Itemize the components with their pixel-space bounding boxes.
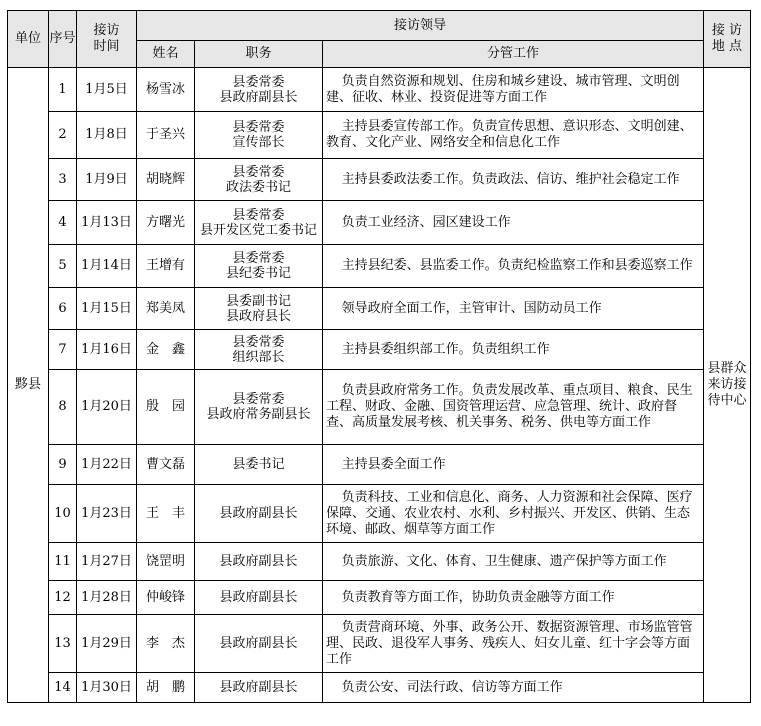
position-line1: 县政府副县长 bbox=[219, 506, 298, 521]
table-body bbox=[8, 68, 751, 703]
seq-cell: 10 bbox=[49, 485, 77, 543]
date-cell: 1月27日 bbox=[77, 543, 137, 581]
date-cell: 1月13日 bbox=[77, 201, 137, 245]
date-cell: 1月14日 bbox=[77, 245, 137, 288]
table-row bbox=[8, 543, 751, 581]
name-cell: 金 鑫 bbox=[137, 330, 195, 370]
name-cell: 胡晓辉 bbox=[137, 159, 195, 201]
position-line1: 县委书记 bbox=[232, 457, 285, 472]
header-unit: 单位 bbox=[8, 11, 49, 68]
table-row bbox=[8, 245, 751, 288]
seq-cell: 13 bbox=[49, 615, 77, 673]
reception-schedule-table bbox=[7, 10, 751, 703]
seq-cell: 1 bbox=[49, 68, 77, 112]
duty-cell: 负责自然资源和规划、住房和城乡建设、城市管理、文明创建、征收、林业、投资促进等方面工作 bbox=[323, 68, 704, 112]
date-cell: 1月22日 bbox=[77, 445, 137, 485]
position-line1: 县政府副县长 bbox=[219, 636, 298, 651]
position-cell bbox=[195, 288, 323, 330]
name-cell: 方曙光 bbox=[137, 201, 195, 245]
seq-cell: 6 bbox=[49, 288, 77, 330]
name-cell: 王增有 bbox=[137, 245, 195, 288]
header-date bbox=[77, 11, 137, 68]
position-cell bbox=[195, 159, 323, 201]
duty-cell: 负责旅游、文化、体育、卫生健康、遗产保护等方面工作 bbox=[323, 543, 704, 581]
name-cell: 王 丰 bbox=[137, 485, 195, 543]
position-line2: 县政府常务副县长 bbox=[206, 407, 311, 422]
position-line2: 县政府副县长 bbox=[219, 89, 298, 105]
duty-cell: 负责科技、工业和信息化、商务、人力资源和社会保障、医疗保障、交通、农业农村、水利、乡村振兴、开发区、供销、生态环境、邮政、烟草等方面工作 bbox=[323, 485, 704, 543]
position-line2: 组织部长 bbox=[232, 349, 285, 365]
duty-cell: 主持县委宣传部工作。负责宣传思想、意识形态、文明创建、教育、文化产业、网络安全和信息化工作 bbox=[323, 112, 704, 159]
duty-cell: 主持县委组织部工作。负责组织工作 bbox=[323, 330, 704, 370]
position-line1: 县政府副县长 bbox=[219, 680, 298, 695]
position-line1: 县委常委 bbox=[232, 392, 285, 407]
seq-cell: 3 bbox=[49, 159, 77, 201]
position-cell bbox=[195, 370, 323, 445]
name-cell: 郑美凤 bbox=[137, 288, 195, 330]
place-text: 县群众来访接待中心 bbox=[707, 361, 747, 408]
date-cell: 1月29日 bbox=[77, 615, 137, 673]
date-cell: 1月30日 bbox=[77, 673, 137, 703]
duty-cell: 领导政府全面工作，主管审计、国防动员工作 bbox=[323, 288, 704, 330]
table-row bbox=[8, 201, 751, 245]
seq-cell: 2 bbox=[49, 112, 77, 159]
position-cell bbox=[195, 112, 323, 159]
header-place-line2: 地 点 bbox=[711, 39, 743, 54]
position-line2: 宣传部长 bbox=[232, 135, 285, 150]
table-row bbox=[8, 673, 751, 703]
seq-cell: 9 bbox=[49, 445, 77, 485]
position-line1: 县政府副县长 bbox=[219, 554, 298, 569]
duty-cell: 负责教育等方面工作，协助负责金融等方面工作 bbox=[323, 581, 704, 615]
duty-cell: 主持县纪委、县监委工作。负责纪检监察工作和县委巡察工作 bbox=[323, 245, 704, 288]
position-line1: 县政府副县长 bbox=[219, 590, 298, 605]
position-cell bbox=[195, 543, 323, 581]
date-cell: 1月28日 bbox=[77, 581, 137, 615]
duty-cell: 负责公安、司法行政、信访等方面工作 bbox=[323, 673, 704, 703]
seq-cell: 7 bbox=[49, 330, 77, 370]
position-line1: 县委常委 bbox=[232, 164, 285, 180]
seq-cell: 5 bbox=[49, 245, 77, 288]
position-line2: 县政府县长 bbox=[225, 308, 291, 324]
date-cell: 1月8日 bbox=[77, 112, 137, 159]
date-cell: 1月20日 bbox=[77, 370, 137, 445]
date-cell: 1月23日 bbox=[77, 485, 137, 543]
duty-cell: 主持县委全面工作 bbox=[323, 445, 704, 485]
position-line2: 县开发区党工委书记 bbox=[199, 222, 317, 238]
position-line1: 县委常委 bbox=[232, 74, 285, 90]
position-cell bbox=[195, 330, 323, 370]
date-cell: 1月16日 bbox=[77, 330, 137, 370]
position-cell bbox=[195, 615, 323, 673]
header-place-line1: 接 访 bbox=[711, 23, 743, 38]
table-row bbox=[8, 445, 751, 485]
position-line1: 县委常委 bbox=[232, 334, 285, 350]
position-cell bbox=[195, 245, 323, 288]
seq-cell: 12 bbox=[49, 581, 77, 615]
unit-cell: 黟县 bbox=[8, 68, 49, 703]
position-line1: 县委常委 bbox=[232, 120, 285, 135]
name-cell: 饶罡明 bbox=[137, 543, 195, 581]
header-leaders: 接访领导 bbox=[137, 11, 704, 41]
table-row bbox=[8, 330, 751, 370]
header-seq: 序号 bbox=[49, 11, 77, 68]
name-cell: 李 杰 bbox=[137, 615, 195, 673]
header-date-line1: 接访 bbox=[93, 23, 120, 38]
position-cell bbox=[195, 581, 323, 615]
table-row bbox=[8, 370, 751, 445]
seq-cell: 14 bbox=[49, 673, 77, 703]
position-line2: 县纪委书记 bbox=[225, 266, 291, 281]
seq-cell: 8 bbox=[49, 370, 77, 445]
name-cell: 杨雪冰 bbox=[137, 68, 195, 112]
name-cell: 殷 园 bbox=[137, 370, 195, 445]
date-cell: 1月9日 bbox=[77, 159, 137, 201]
position-cell bbox=[195, 68, 323, 112]
table-row bbox=[8, 159, 751, 201]
duty-cell: 主持县委政法委工作。负责政法、信访、维护社会稳定工作 bbox=[323, 159, 704, 201]
duty-cell: 负责营商环境、外事、政务公开、数据资源管理、市场监管管理、民政、退役军人事务、残疾人、妇女儿童、红十字会等方面工作 bbox=[323, 615, 704, 673]
header-duty: 分管工作 bbox=[323, 41, 704, 68]
duty-cell: 负责工业经济、园区建设工作 bbox=[323, 201, 704, 245]
name-cell: 于圣兴 bbox=[137, 112, 195, 159]
table-row bbox=[8, 112, 751, 159]
table-row bbox=[8, 288, 751, 330]
name-cell: 仲峻锋 bbox=[137, 581, 195, 615]
position-line1: 县委常委 bbox=[232, 251, 285, 266]
header-place bbox=[704, 11, 751, 68]
header-name: 姓名 bbox=[137, 41, 195, 68]
place-cell bbox=[704, 68, 751, 703]
position-line1: 县委副书记 bbox=[225, 293, 291, 309]
table-row bbox=[8, 68, 751, 112]
date-cell: 1月15日 bbox=[77, 288, 137, 330]
name-cell: 胡 鹏 bbox=[137, 673, 195, 703]
duty-cell: 负责县政府常务工作。负责发展改革、重点项目、粮食、民生工程、财政、金融、国资管理运营、应急管理、统计、政府督查、高质量发展考核、机关事务、税务、供电等方面工作 bbox=[323, 370, 704, 445]
header-date-line2: 时间 bbox=[93, 39, 120, 54]
seq-cell: 11 bbox=[49, 543, 77, 581]
name-cell: 曹文磊 bbox=[137, 445, 195, 485]
position-cell bbox=[195, 201, 323, 245]
table-row bbox=[8, 581, 751, 615]
position-cell bbox=[195, 673, 323, 703]
table-row bbox=[8, 485, 751, 543]
table-row bbox=[8, 615, 751, 673]
position-line1: 县委常委 bbox=[232, 207, 285, 223]
seq-cell: 4 bbox=[49, 201, 77, 245]
position-line2: 政法委书记 bbox=[225, 179, 291, 195]
position-cell bbox=[195, 485, 323, 543]
header-position: 职务 bbox=[195, 41, 323, 68]
date-cell: 1月5日 bbox=[77, 68, 137, 112]
position-cell bbox=[195, 445, 323, 485]
